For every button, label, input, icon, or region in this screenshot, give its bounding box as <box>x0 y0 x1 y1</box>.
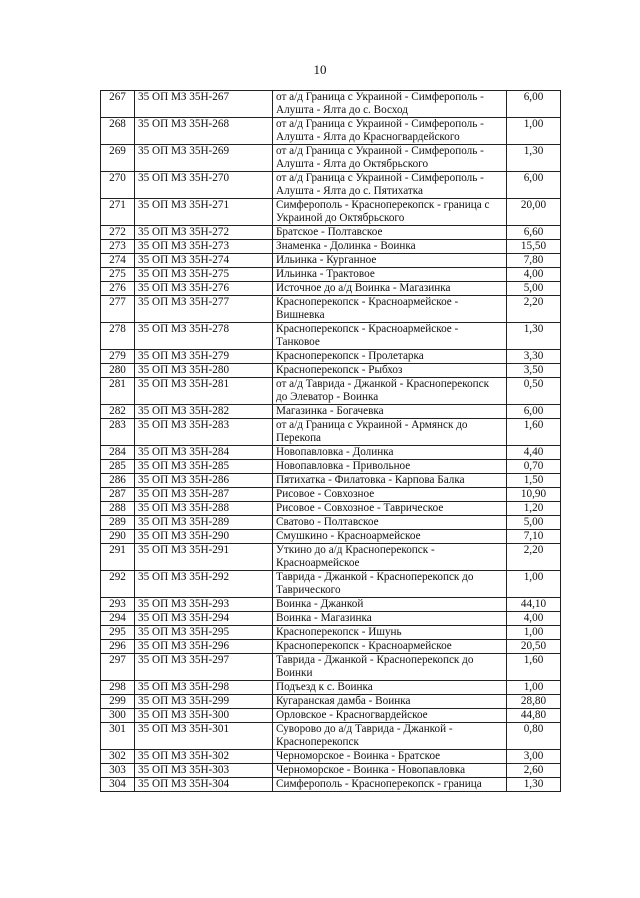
table-row <box>101 446 561 460</box>
road-code-cell: 35 ОП МЗ 35Н-268 <box>135 118 273 145</box>
table-row <box>101 268 561 282</box>
road-code-cell: 35 ОП МЗ 35Н-286 <box>135 474 273 488</box>
road-length-cell: 20,50 <box>507 640 561 654</box>
row-number-cell: 269 <box>101 145 135 172</box>
row-number-cell: 304 <box>101 778 135 792</box>
row-number-cell: 268 <box>101 118 135 145</box>
road-name-cell: Таврида - Джанкой - Красноперекопск до Воинки <box>273 654 507 681</box>
row-number-cell: 297 <box>101 654 135 681</box>
row-number-cell: 291 <box>101 544 135 571</box>
road-code-cell: 35 ОП МЗ 35Н-301 <box>135 723 273 750</box>
road-code-cell: 35 ОП МЗ 35Н-273 <box>135 240 273 254</box>
row-number-cell: 292 <box>101 571 135 598</box>
table-row <box>101 530 561 544</box>
row-number-cell: 273 <box>101 240 135 254</box>
table-row <box>101 709 561 723</box>
road-length-cell: 6,00 <box>507 172 561 199</box>
road-length-cell: 0,50 <box>507 378 561 405</box>
road-name-cell: Кугаранская дамба - Воинка <box>273 695 507 709</box>
road-length-cell: 5,00 <box>507 516 561 530</box>
road-name-cell: Уткино до а/д Красноперекопск - Красноармейское <box>273 544 507 571</box>
road-code-cell: 35 ОП МЗ 35Н-275 <box>135 268 273 282</box>
page-number: 10 <box>313 62 327 77</box>
road-name-cell: Воинка - Магазинка <box>273 612 507 626</box>
table-row <box>101 516 561 530</box>
road-name-cell: Братское - Полтавское <box>273 226 507 240</box>
road-name-cell: Знаменка - Долинка - Воинка <box>273 240 507 254</box>
row-number-cell: 267 <box>101 91 135 118</box>
road-length-cell: 1,50 <box>507 474 561 488</box>
road-code-cell: 35 ОП МЗ 35Н-274 <box>135 254 273 268</box>
road-code-cell: 35 ОП МЗ 35Н-296 <box>135 640 273 654</box>
table-row <box>101 474 561 488</box>
road-code-cell: 35 ОП МЗ 35Н-267 <box>135 91 273 118</box>
road-name-cell: Красноперекопск - Рыбхоз <box>273 364 507 378</box>
road-name-cell: от а/д Граница с Украиной - Армянск до Перекопа <box>273 419 507 446</box>
row-number-cell: 278 <box>101 323 135 350</box>
row-number-cell: 271 <box>101 199 135 226</box>
road-code-cell: 35 ОП МЗ 35Н-287 <box>135 488 273 502</box>
table-row <box>101 254 561 268</box>
row-number-cell: 298 <box>101 681 135 695</box>
table-row <box>101 199 561 226</box>
road-length-cell: 44,10 <box>507 598 561 612</box>
road-length-cell: 1,60 <box>507 654 561 681</box>
road-code-cell: 35 ОП МЗ 35Н-289 <box>135 516 273 530</box>
road-length-cell: 28,80 <box>507 695 561 709</box>
table-row <box>101 296 561 323</box>
road-code-cell: 35 ОП МЗ 35Н-288 <box>135 502 273 516</box>
road-name-cell: Источное до а/д Воинка - Магазинка <box>273 282 507 296</box>
road-name-cell: Красноперекопск - Пролетарка <box>273 350 507 364</box>
row-number-cell: 275 <box>101 268 135 282</box>
row-number-cell: 289 <box>101 516 135 530</box>
table-row <box>101 282 561 296</box>
row-number-cell: 274 <box>101 254 135 268</box>
road-length-cell: 2,20 <box>507 296 561 323</box>
road-code-cell: 35 ОП МЗ 35Н-292 <box>135 571 273 598</box>
table-row <box>101 172 561 199</box>
road-name-cell: Магазинка - Богачевка <box>273 405 507 419</box>
road-code-cell: 35 ОП МЗ 35Н-280 <box>135 364 273 378</box>
road-name-cell: от а/д Граница с Украиной - Симферополь - Алушта - Ялта до Октябрьского <box>273 145 507 172</box>
road-length-cell: 1,60 <box>507 419 561 446</box>
road-code-cell: 35 ОП МЗ 35Н-278 <box>135 323 273 350</box>
road-code-cell: 35 ОП МЗ 35Н-300 <box>135 709 273 723</box>
table-row <box>101 654 561 681</box>
table-row <box>101 323 561 350</box>
row-number-cell: 288 <box>101 502 135 516</box>
road-code-cell: 35 ОП МЗ 35Н-284 <box>135 446 273 460</box>
road-length-cell: 3,30 <box>507 350 561 364</box>
row-number-cell: 302 <box>101 750 135 764</box>
road-name-cell: Суворово до а/д Таврида - Джанкой - Красноперекопск <box>273 723 507 750</box>
road-name-cell: Черноморское - Воинка - Братское <box>273 750 507 764</box>
road-code-cell: 35 ОП МЗ 35Н-297 <box>135 654 273 681</box>
road-length-cell: 1,20 <box>507 502 561 516</box>
road-length-cell: 20,00 <box>507 199 561 226</box>
road-name-cell: Сватово - Полтавское <box>273 516 507 530</box>
table-row <box>101 612 561 626</box>
row-number-cell: 287 <box>101 488 135 502</box>
road-name-cell: от а/д Граница с Украиной - Симферополь - Алушта - Ялта до Красногвардейского <box>273 118 507 145</box>
road-code-cell: 35 ОП МЗ 35Н-272 <box>135 226 273 240</box>
road-length-cell: 1,00 <box>507 571 561 598</box>
table-row <box>101 364 561 378</box>
road-name-cell: от а/д Таврида - Джанкой - Красноперекопск до Элеватор - Воинка <box>273 378 507 405</box>
road-length-cell: 44,80 <box>507 709 561 723</box>
roads-table-body <box>101 91 561 792</box>
road-code-cell: 35 ОП МЗ 35Н-293 <box>135 598 273 612</box>
road-name-cell: Красноперекопск - Красноармейское - Вишневка <box>273 296 507 323</box>
road-length-cell: 6,60 <box>507 226 561 240</box>
road-code-cell: 35 ОП МЗ 35Н-276 <box>135 282 273 296</box>
row-number-cell: 299 <box>101 695 135 709</box>
road-length-cell: 2,60 <box>507 764 561 778</box>
road-length-cell: 10,90 <box>507 488 561 502</box>
table-row <box>101 488 561 502</box>
table-row <box>101 681 561 695</box>
road-code-cell: 35 ОП МЗ 35Н-269 <box>135 145 273 172</box>
road-length-cell: 3,00 <box>507 750 561 764</box>
table-row <box>101 626 561 640</box>
road-length-cell: 4,40 <box>507 446 561 460</box>
roads-table <box>100 90 561 792</box>
row-number-cell: 301 <box>101 723 135 750</box>
road-length-cell: 5,00 <box>507 282 561 296</box>
road-name-cell: Воинка - Джанкой <box>273 598 507 612</box>
road-name-cell: Черноморское - Воинка - Новопавловка <box>273 764 507 778</box>
road-name-cell: Новопавловка - Привольное <box>273 460 507 474</box>
table-row <box>101 502 561 516</box>
road-code-cell: 35 ОП МЗ 35Н-291 <box>135 544 273 571</box>
road-name-cell: Пятихатка - Филатовка - Карпова Балка <box>273 474 507 488</box>
road-name-cell: Красноперекопск - Ишунь <box>273 626 507 640</box>
row-number-cell: 303 <box>101 764 135 778</box>
road-name-cell: Таврида - Джанкой - Красноперекопск до Таврического <box>273 571 507 598</box>
road-length-cell: 7,10 <box>507 530 561 544</box>
road-name-cell: Рисовое - Совхозное <box>273 488 507 502</box>
row-number-cell: 294 <box>101 612 135 626</box>
table-row <box>101 544 561 571</box>
road-name-cell: Красноперекопск - Красноармейское - Танковое <box>273 323 507 350</box>
road-name-cell: Красноперекопск - Красноармейское <box>273 640 507 654</box>
road-length-cell: 0,80 <box>507 723 561 750</box>
road-name-cell: Ильинка - Трактовое <box>273 268 507 282</box>
table-row <box>101 598 561 612</box>
road-length-cell: 1,00 <box>507 626 561 640</box>
road-length-cell: 4,00 <box>507 612 561 626</box>
table-row <box>101 778 561 792</box>
row-number-cell: 300 <box>101 709 135 723</box>
row-number-cell: 281 <box>101 378 135 405</box>
road-code-cell: 35 ОП МЗ 35Н-279 <box>135 350 273 364</box>
road-length-cell: 4,00 <box>507 268 561 282</box>
table-row <box>101 723 561 750</box>
road-name-cell: Орловское - Красногвардейское <box>273 709 507 723</box>
row-number-cell: 284 <box>101 446 135 460</box>
road-length-cell: 1,30 <box>507 145 561 172</box>
road-code-cell: 35 ОП МЗ 35Н-270 <box>135 172 273 199</box>
road-code-cell: 35 ОП МЗ 35Н-302 <box>135 750 273 764</box>
table-row <box>101 640 561 654</box>
road-length-cell: 1,30 <box>507 778 561 792</box>
row-number-cell: 295 <box>101 626 135 640</box>
table-row <box>101 419 561 446</box>
row-number-cell: 293 <box>101 598 135 612</box>
road-length-cell: 15,50 <box>507 240 561 254</box>
row-number-cell: 282 <box>101 405 135 419</box>
table-row <box>101 91 561 118</box>
table-row <box>101 571 561 598</box>
table-row <box>101 460 561 474</box>
row-number-cell: 270 <box>101 172 135 199</box>
road-code-cell: 35 ОП МЗ 35Н-304 <box>135 778 273 792</box>
road-length-cell: 6,00 <box>507 405 561 419</box>
road-code-cell: 35 ОП МЗ 35Н-299 <box>135 695 273 709</box>
table-row <box>101 378 561 405</box>
road-name-cell: Симферополь - Красноперекопск - граница <box>273 778 507 792</box>
table-row <box>101 145 561 172</box>
table-row <box>101 226 561 240</box>
road-code-cell: 35 ОП МЗ 35Н-298 <box>135 681 273 695</box>
row-number-cell: 279 <box>101 350 135 364</box>
row-number-cell: 277 <box>101 296 135 323</box>
road-name-cell: от а/д Граница с Украиной - Симферополь - Алушта - Ялта до с. Пятихатка <box>273 172 507 199</box>
road-length-cell: 7,80 <box>507 254 561 268</box>
road-length-cell: 1,30 <box>507 323 561 350</box>
road-name-cell: от а/д Граница с Украиной - Симферополь - Алушта - Ялта до с. Восход <box>273 91 507 118</box>
road-code-cell: 35 ОП МЗ 35Н-283 <box>135 419 273 446</box>
road-code-cell: 35 ОП МЗ 35Н-295 <box>135 626 273 640</box>
road-code-cell: 35 ОП МЗ 35Н-277 <box>135 296 273 323</box>
row-number-cell: 276 <box>101 282 135 296</box>
table-row <box>101 764 561 778</box>
table-row <box>101 695 561 709</box>
table-row <box>101 240 561 254</box>
road-code-cell: 35 ОП МЗ 35Н-294 <box>135 612 273 626</box>
road-name-cell: Смушкино - Красноармейское <box>273 530 507 544</box>
table-row <box>101 405 561 419</box>
row-number-cell: 290 <box>101 530 135 544</box>
road-length-cell: 6,00 <box>507 91 561 118</box>
road-name-cell: Ильинка - Курганное <box>273 254 507 268</box>
road-name-cell: Симферополь - Красноперекопск - граница с Украиной до Октябрьского <box>273 199 507 226</box>
road-name-cell: Новопавловка - Долинка <box>273 446 507 460</box>
row-number-cell: 296 <box>101 640 135 654</box>
row-number-cell: 283 <box>101 419 135 446</box>
table-row <box>101 118 561 145</box>
row-number-cell: 272 <box>101 226 135 240</box>
row-number-cell: 285 <box>101 460 135 474</box>
road-code-cell: 35 ОП МЗ 35Н-290 <box>135 530 273 544</box>
road-code-cell: 35 ОП МЗ 35Н-285 <box>135 460 273 474</box>
row-number-cell: 280 <box>101 364 135 378</box>
road-length-cell: 1,00 <box>507 681 561 695</box>
road-code-cell: 35 ОП МЗ 35Н-303 <box>135 764 273 778</box>
road-code-cell: 35 ОП МЗ 35Н-271 <box>135 199 273 226</box>
road-length-cell: 2,20 <box>507 544 561 571</box>
road-length-cell: 0,70 <box>507 460 561 474</box>
road-length-cell: 3,50 <box>507 364 561 378</box>
road-name-cell: Рисовое - Совхозное - Таврическое <box>273 502 507 516</box>
table-row <box>101 750 561 764</box>
road-length-cell: 1,00 <box>507 118 561 145</box>
road-code-cell: 35 ОП МЗ 35Н-281 <box>135 378 273 405</box>
road-name-cell: Подъезд к с. Воинка <box>273 681 507 695</box>
table-row <box>101 350 561 364</box>
row-number-cell: 286 <box>101 474 135 488</box>
road-code-cell: 35 ОП МЗ 35Н-282 <box>135 405 273 419</box>
